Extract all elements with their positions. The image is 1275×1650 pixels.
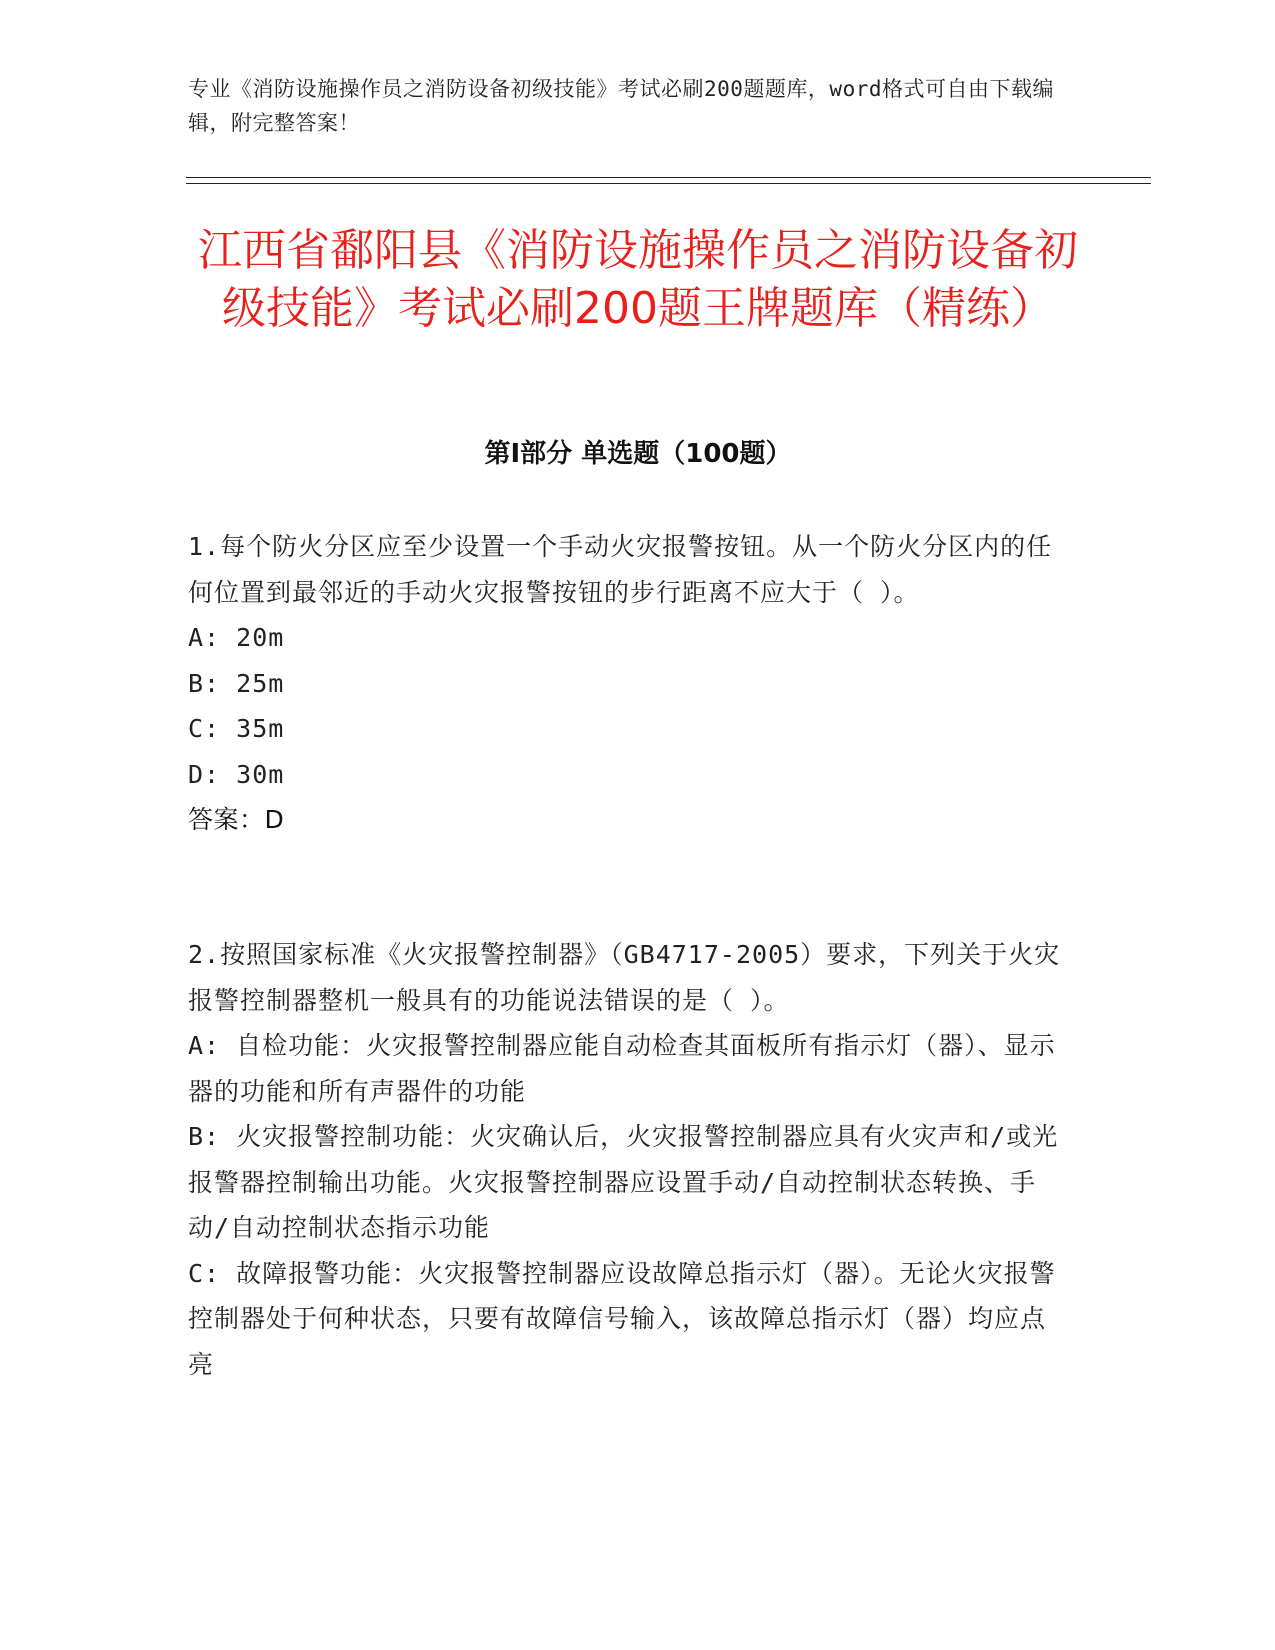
header-rule-top (186, 177, 1151, 178)
option-a: A: 自检功能：火灾报警控制器应能自动检查其面板所有指示灯（器）、显示器的功能和所有声器件的功能 (188, 1031, 1056, 1106)
answer: 答案：D (188, 805, 285, 834)
header-note: 专业《消防设施操作员之消防设备初级技能》考试必刷200题题库，word格式可自由下载编辑，附完整答案！ (188, 77, 1054, 135)
question-stem: 1.每个防火分区应至少设置一个手动火灾报警按钮。从一个防火分区内的任何位置到最邻近的手动火灾报警按钮的步行距离不应大于（ ）。 (188, 532, 1053, 607)
option-b: B: 25m (188, 668, 285, 698)
document-title: 江西省鄱阳县《消防设施操作员之消防设备初级技能》考试必刷200题王牌题库（精练） (198, 225, 1078, 334)
question-1 (188, 524, 1068, 843)
option-a: A: 20m (188, 623, 285, 652)
option-b: B: 火灾报警控制功能：火灾确认后，火灾报警控制器应具有火灾声和/或光报警器控制输出功能。火灾报警控制器应设置手动/自动控制状态转换、手动/自动控制状态指示功能 (188, 1122, 1059, 1242)
option-c: C: 35m (188, 714, 285, 743)
option-c: C: 故障报警功能：火灾报警控制器应设故障总指示灯（器）。无论火灾报警控制器处于何种状态，只要有故障信号输入，该故障总指示灯（器）均应点亮 (188, 1258, 1056, 1379)
question-2 (188, 932, 1068, 1387)
question-stem: 2.按照国家标准《火灾报警控制器》（GB4717-2005）要求，下列关于火灾报警控制器整机一般具有的功能说法错误的是（ ）。 (188, 940, 1061, 1015)
header-rule-bottom (186, 183, 1151, 184)
option-d: D: 30m (188, 759, 285, 789)
section-title: 第Ⅰ部分 单选题（100题） (484, 439, 792, 469)
